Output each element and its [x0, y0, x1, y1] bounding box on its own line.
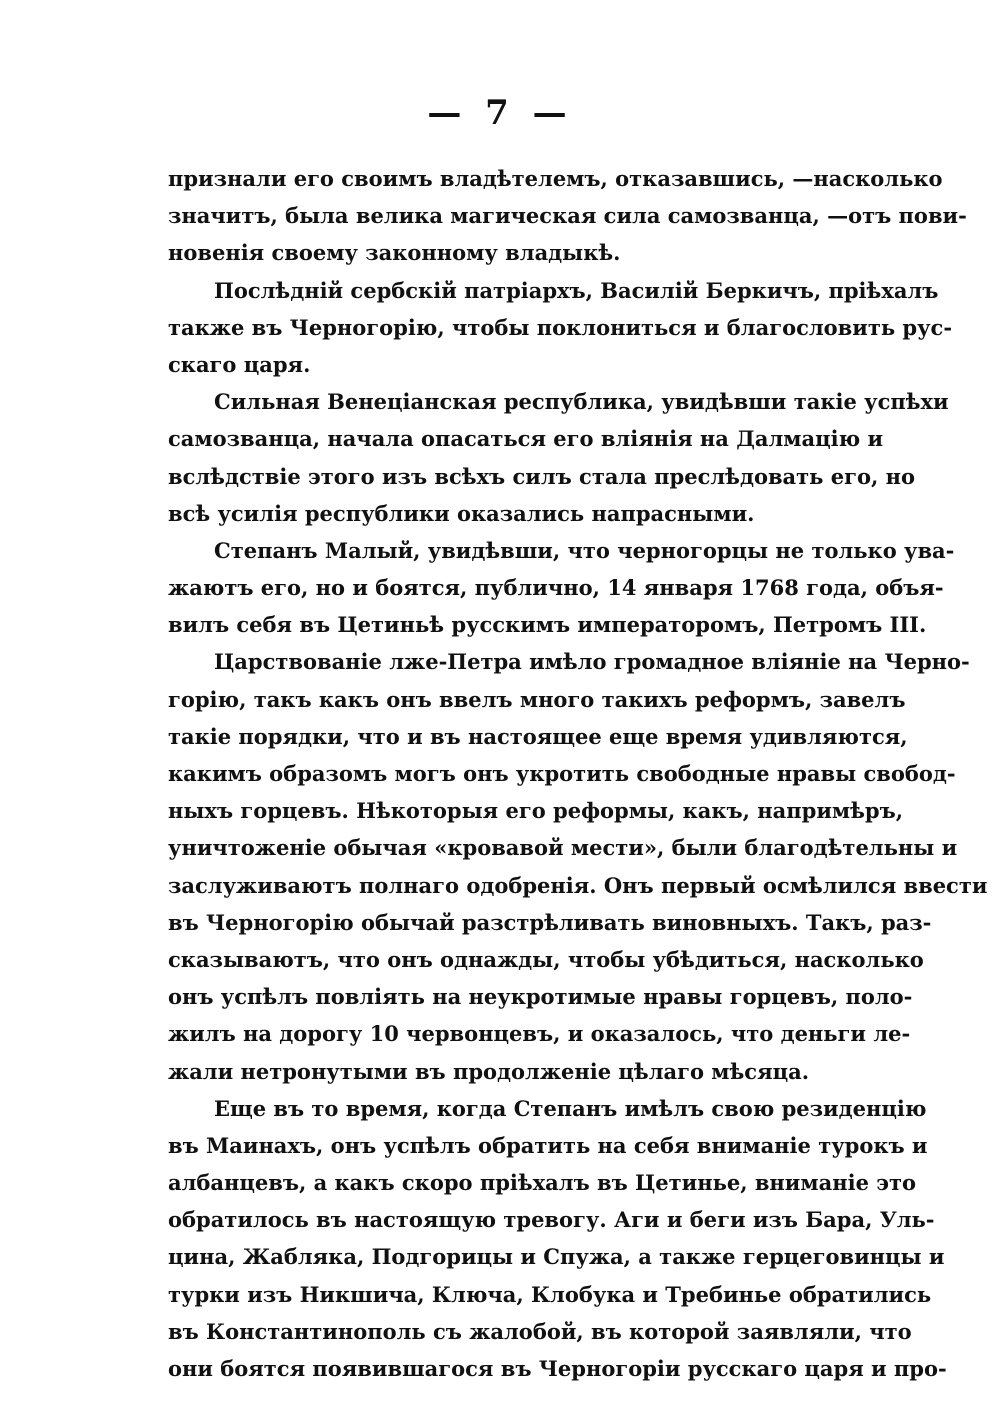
text-line: албанцевъ, а какъ скоро пріѣхалъ въ Цетинье, вниманіе это: [168, 1170, 917, 1196]
text-line: уничтоженіе обычая «кровавой мести», были благодѣтельны и: [168, 835, 958, 861]
text-line: Сильная Венеціанская республика, увидѣвши такіе успѣхи: [214, 389, 949, 415]
text-line: въ Константинополь съ жалобой, въ которой заявляли, что: [168, 1318, 912, 1344]
text-line: значитъ, была велика магическая сила самозванца, —отъ пови-: [168, 203, 967, 229]
text-line: въ Маинахъ, онъ успѣлъ обратить на себя вниманіе турокъ и: [168, 1132, 928, 1158]
text-line: вслѣдствіе этого изъ всѣхъ силъ стала преслѣдовать его, но: [168, 463, 915, 489]
paragraph: [168, 532, 955, 644]
text-line: ныхъ горцевъ. Нѣкоторыя его реформы, какъ, напримѣръ,: [168, 798, 903, 824]
text-line: всѣ усилія республики оказались напрасными.: [168, 500, 755, 526]
text-line: вилъ себя въ Цетиньѣ русскимъ императоромъ, Петромъ III.: [168, 612, 927, 638]
page-number: — 7 —: [427, 93, 573, 133]
text-line: Еще въ то время, когда Степанъ имѣлъ свою резиденцію: [214, 1095, 927, 1121]
text-line: сказываютъ, что онъ однажды, чтобы убѣдиться, насколько: [168, 946, 924, 972]
text-line: заслуживаютъ полнаго одобренія. Онъ первый осмѣлился ввести: [168, 872, 988, 898]
body-text: [168, 160, 988, 1387]
text-line: признали его своимъ владѣтелемъ, отказавшись, —насколько: [168, 166, 943, 191]
text-line: онъ успѣлъ повліять на неукротимые нравы горцевъ, поло-: [168, 984, 913, 1010]
text-line: самозванца, начала опасаться его вліянія на Далмацію и: [168, 426, 884, 452]
text-line: турки изъ Никшича, Ключа, Клобука и Требинье обратились: [168, 1281, 932, 1307]
paragraph: [168, 1090, 947, 1388]
paragraph: [168, 643, 988, 1089]
text-line: также въ Черногорію, чтобы поклониться и благословить рус-: [168, 314, 953, 340]
text-line: такіе порядки, что и въ настоящее еще время удивляются,: [168, 723, 908, 749]
text-line: обратилось въ настоящую тревогу. Аги и беги изъ Бара, Уль-: [168, 1207, 935, 1233]
text-line: какимъ образомъ могъ онъ укротить свободные нравы свобод-: [168, 761, 956, 786]
text-line: они боятся появившагося въ Черногоріи русскаго царя и про-: [168, 1356, 947, 1381]
text-line: жилъ на дорогу 10 червонцевъ, и оказалось, что деньги ле-: [168, 1021, 911, 1047]
paragraph: [168, 272, 953, 384]
text-line: Послѣдній сербскій патріархъ, Василій Беркичъ, пріѣхалъ: [214, 277, 939, 303]
text-line: въ Черногорію обычай разстрѣливать виновныхъ. Такъ, раз-: [168, 909, 932, 935]
text-line: новенія своему законному владыкѣ.: [168, 240, 621, 266]
paragraph: [168, 383, 949, 532]
text-line: горію, такъ какъ онъ ввелъ много такихъ реформъ, завелъ: [168, 686, 906, 712]
text-line: жали нетронутыми въ продолженіе цѣлаго мѣсяца.: [168, 1058, 810, 1084]
text-line: скаго царя.: [168, 351, 311, 377]
paragraph: [168, 160, 967, 272]
text-line: жаютъ его, но и боятся, публично, 14 января 1768 года, объя-: [168, 575, 944, 601]
text-line: цина, Жабляка, Подгорицы и Спужа, а также герцеговинцы и: [168, 1244, 945, 1270]
text-line: Царствованіе лже-Петра имѣло громадное вліяніе на Черно-: [214, 649, 970, 675]
text-line: Степанъ Малый, увидѣвши, что черногорцы не только ува-: [214, 537, 955, 563]
